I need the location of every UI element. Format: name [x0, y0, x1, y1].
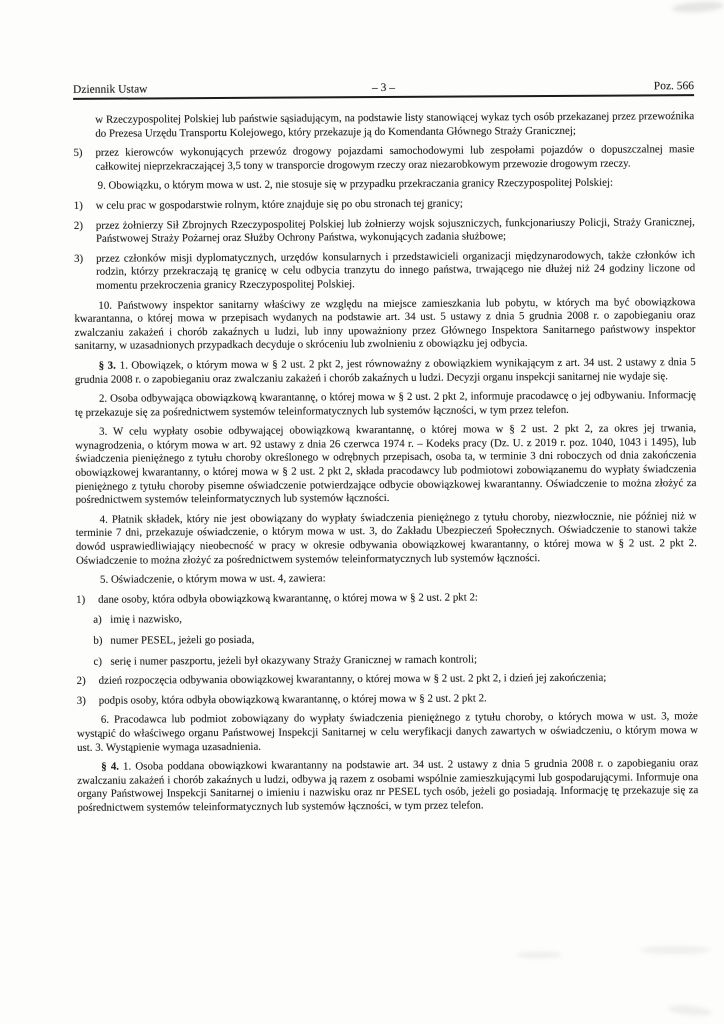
- section-3-mark: § 3.: [98, 359, 116, 372]
- sub-list-item-b: [93, 631, 697, 648]
- list-item-text: przez członków misji dyplomatycznych, urzędów konsularnych i przedstawicieli organizacji międzynarodowych, także członków ich rodzin, którzy przekraczają tę granicę w celu odbycia tranzytu do innego państwa, trwającego nie dłużej niż 24 godziny liczone od momentu przekroczenia granicy Rzeczypospolitej Polskiej.: [96, 248, 696, 292]
- paragraph-text: 1. Osoba poddana obowiązkowi kwarantanny na podstawie art. 34 ust. 2 ustawy z dnia 5 grudnia 2008 r. o zapobieganiu oraz zwalczaniu zakażeń i chorób zakaźnych u ludzi, odbywa ją razem z osobami wspólnie zamieszkującymi lub gospodarującymi. Informuje ona organy Państwowej Inspekcji Sanitarnej o imieniu i nazwisku oraz nr PESEL tych osób, jeżeli go posiadają. Informację tę przekazuje się za pośrednictwem systemów teleinformatycznych lub systemów łączności, w tym przez telefon.: [77, 757, 699, 814]
- list-item-text: [93, 590, 697, 669]
- page-number: – 3 –: [372, 81, 396, 95]
- section-3-paragraph-3: 3. W celu wypłaty osobie odbywającej obowiązkową kwarantannę, o której mowa w § 2 ust. 2 pkt 2, za okres jej trwania, wynagrodzenia, o którym mowa w art. 92 ustawy z dnia 26 czerwca 1974 r. – Kodeks pracy (Dz. U. z 2019 r. poz. 1040, 1043 i 1495), lub świadczenia pieniężnego z tytułu choroby określonego w odrębnych przepisach, osoba ta, w terminie 3 dni roboczych od dnia zakończenia obowiązkowej kwarantanny, o której mowa w § 2 ust. 2 pkt 2, składa pracodawcy lub podmiotowi zobowiązanemu do wypłaty świadczenia pieniężnego z tytułu choroby pisemne oświadczenie potwierdzające odbycie obowiązkowej kwarantanny. Oświadczenie to można złożyć za pośrednictwem systemów teleinformatycznych lub systemów łączności.: [75, 422, 697, 507]
- list-item-number: 5): [73, 147, 83, 160]
- paragraph-10: 10. Państwowy inspektor sanitarny właściwy ze względu na miejsce zamieszkania lub pobytu, w których ma być obowiązkowa kwarantanna, o której mowa w przepisach wydanych na podstawie art. 34 ust. 5 ustawy z dnia 5 grudnia 2008 r. o zapobieganiu oraz zwalczaniu zakażeń i chorób zakaźnych u ludzi, lub inny upoważniony przez Głównego Inspektora Sanitarnego państwowy inspektor sanitarny, w uzasadnionych przypadkach decyduje o skróceniu lub zwolnieniu z obowiązku jej odbycia.: [74, 295, 696, 353]
- list-item-text: przez żołnierzy Sił Zbrojnych Rzeczypospolitej Polskiej lub żołnierzy wojsk sojuszniczych, funkcjonariuszy Policji, Straży Granicznej, Państwowej Straży Pożarnej oraz Służby Ochrony Państwa, wykonujących zadania służbowe;: [95, 215, 695, 245]
- list-item-text: przez kierowców wykonujących przewóz drogowy pojazdami samochodowymi lub zespołami pojazdów o dopuszczalnej masie całkowitej nieprzekraczającej 3,5 tony w transporcie drogowym rzeczy oraz niezarobkowym przewozie drogowym rzeczy.: [95, 143, 695, 173]
- scan-smudge: [668, 1004, 713, 1018]
- paragraph-text: 1. Obowiązek, o którym mowa w § 2 ust. 2 pkt 2, jest równoważny z obowiązkiem wynikającym z art. 34 ust. 2 ustawy z dnia 5 grudnia 2008 r. o zapobieganiu oraz zwalczaniu zakażeń i chorób zakaźnych u ludzi. Decyzji organu inspekcji sanitarnej nie wydaje się.: [74, 356, 696, 386]
- paragraph-continuation: w Rzeczypospolitej Polskiej lub państwie sąsiadującym, na podstawie listy stanowiącej wykaz tych osób przekazanej przez przewoźnika do Prezesa Urzędu Transportu Kolejowego, który przekazuje ją do Komendanta Głównego Straży Granicznej;: [95, 110, 695, 140]
- section-3-paragraph-5: 5. Oświadczenie, o którym mowa w ust. 4, zawiera:: [99, 572, 326, 586]
- list-item-number: 3): [76, 694, 86, 707]
- list-item-number: 2): [76, 675, 86, 688]
- sub-item-text: imię i nazwisko,: [110, 613, 183, 627]
- section-4-mark: § 4.: [101, 760, 120, 773]
- scan-smudge: [640, 946, 710, 954]
- paragraph-9: 9. Obowiązku, o którym mowa w ust. 2, nie stosuje się w przypadku przekraczania granicy Rzeczypospolitej Polskiej:: [97, 176, 614, 193]
- page-content: [73, 80, 698, 815]
- sub-item-text: numer PESEL, jeżeli go posiada,: [110, 633, 255, 647]
- list-item-text: podpis osoby, która odbyła obowiązkową kwarantannę, o której mowa w § 2 ust. 2 pkt 2.: [98, 692, 487, 707]
- section-4-paragraph-1: [77, 757, 698, 815]
- section-3-paragraph-1: [75, 356, 696, 387]
- sub-item-text: serię i numer paszportu, jeżeli był okazywany Straży Granicznej w ramach kontroli;: [110, 653, 478, 668]
- list-item-text: dzień rozpoczęcia odbywania obowiązkowej kwarantanny, o której mowa w § 2 ust. 2 pkt 2, i dzień jej zakończenia;: [98, 671, 607, 687]
- sub-item-letter: b): [93, 634, 103, 647]
- scan-smudge: [516, 952, 562, 958]
- sub-item-letter: c): [93, 655, 103, 668]
- scan-smudge: [672, 0, 724, 14]
- journal-title: Dziennik Ustaw: [73, 83, 148, 96]
- position-number: Poz. 566: [653, 80, 695, 93]
- list-item-3: [74, 249, 695, 294]
- list-item-2: [74, 216, 695, 247]
- section-3-paragraph-4: 4. Płatnik składek, który nie jest obowiązany do wypłaty świadczenia pieniężnego z tytułu choroby, niezwłocznie, nie później niż w terminie 7 dni, przekazuje oświadczenie, o którym mowa w ust. 3, do Zakładu Ubezpieczeń Społecznych. Oświadczenie to stanowi także dowód usprawiedliwiający nieobecność w pracy w okresie odbywania obowiązkowej kwarantanny, o której mowa w § 2 ust. 2 pkt 2. Oświadczenie to można złożyć za pośrednictwem systemów teleinformatycznych lub systemów łączności.: [75, 509, 697, 567]
- list-item-number: 2): [73, 219, 83, 232]
- list-item-intro: dane osoby, która odbyła obowiązkową kwarantannę, o której mowa w § 2 ust. 2 pkt 2:: [98, 591, 478, 606]
- sub-list-item-c: [93, 652, 697, 669]
- list-item-1: [76, 590, 697, 669]
- list-item-number: 3): [74, 252, 84, 265]
- list-item-text: w celu prac w gospodarstwie rolnym, które znajduje się po obu stronach tej granicy;: [95, 197, 463, 212]
- list-item-2: [77, 671, 698, 688]
- page-header: [73, 80, 694, 96]
- section-3-paragraph-6: 6. Pracodawca lub podmiot zobowiązany do wypłaty świadczenia pieniężnego z tytułu choroby, o których mowa w ust. 3, może wystąpić do właściwego organu Państwowej Inspekcji Sanitarnej w celu weryfikacji danych zawartych w oświadczeniu, o którym mowa w ust. 3. Wystąpienie wymaga uzasadnienia.: [76, 710, 699, 754]
- sub-item-letter: a): [93, 614, 102, 627]
- section-3-paragraph-2: 2. Osoba odbywająca obowiązkową kwarantannę, o której mowa w § 2 ust. 2 pkt 2, informuje pracodawcę o jej odbywaniu. Informację tę przekazuje się za pośrednictwem systemów teleinformatycznych lub systemów łączności, w tym przez telefon.: [74, 389, 696, 419]
- document-body: [73, 110, 698, 815]
- list-item-5: [73, 143, 694, 174]
- list-item-3: [77, 691, 698, 708]
- list-item-number: 1): [76, 593, 86, 606]
- sub-list-item-a: [93, 610, 697, 627]
- list-item-number: 1): [73, 199, 83, 212]
- list-item-1: [74, 196, 695, 213]
